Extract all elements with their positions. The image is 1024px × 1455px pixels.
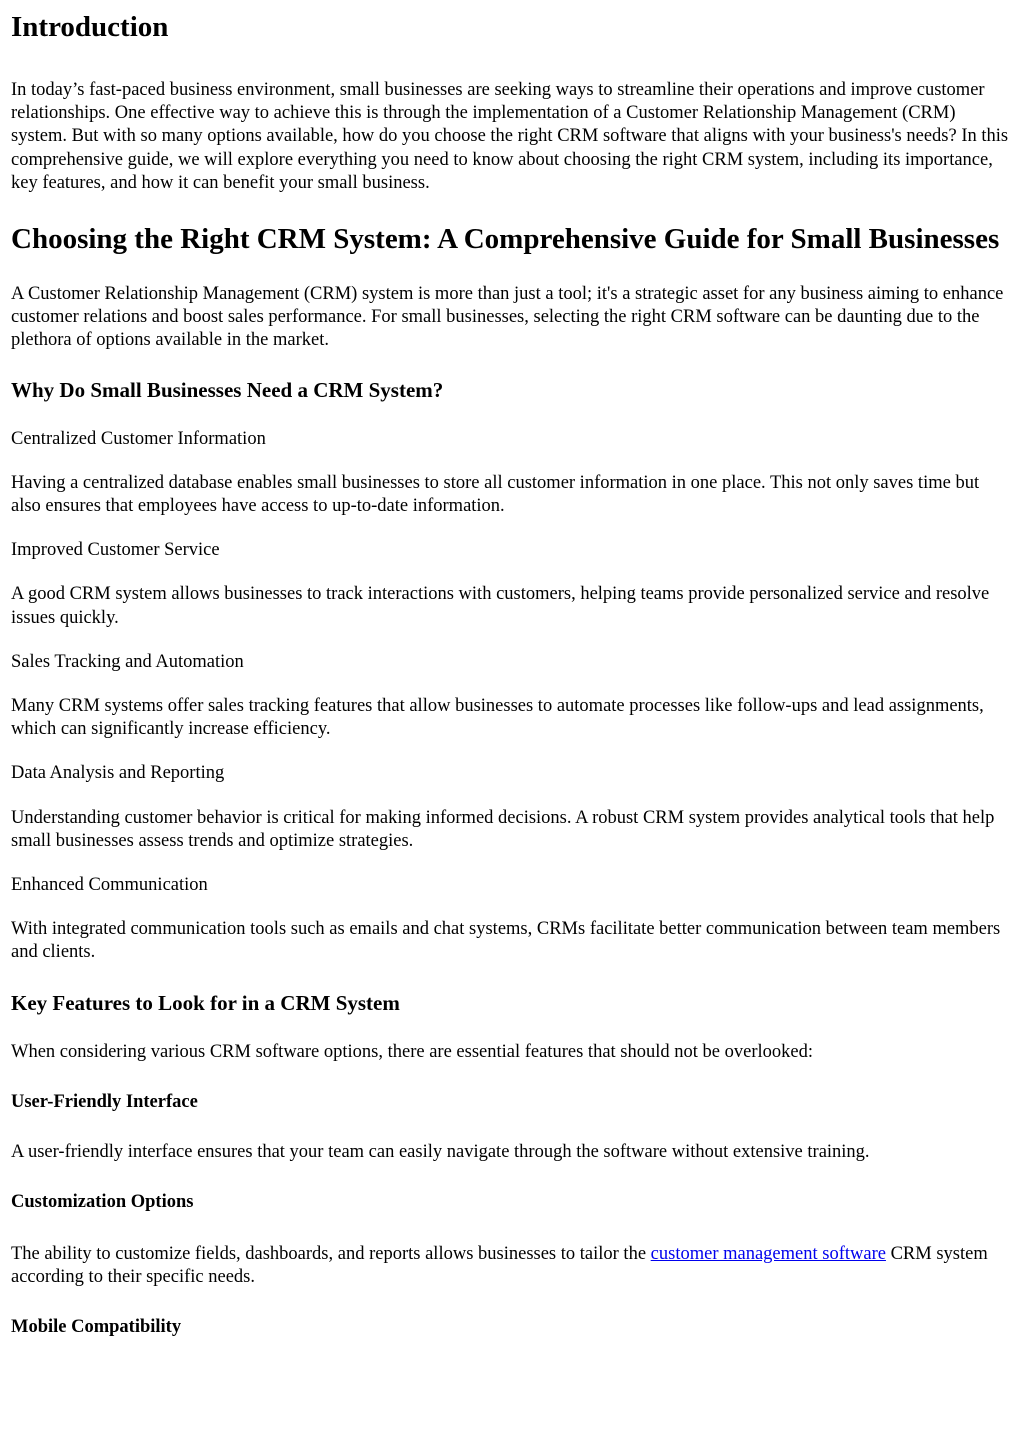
why-item-body: With integrated communication tools such as emails and chat systems, CRMs facilitate better communication between team members and clients.	[11, 919, 1001, 963]
why-item-title: Improved Customer Service	[11, 540, 220, 561]
feature-customization-title: Customization Options	[11, 1192, 194, 1213]
article	[0, 9, 1024, 1339]
customization-text-after: CRM system according to their specific needs.	[11, 1244, 988, 1288]
why-item-title: Sales Tracking and Automation	[11, 651, 244, 672]
why-item-title: Data Analysis and Reporting	[11, 763, 225, 784]
features-intro: When considering various CRM software options, there are essential features that should not be overlooked:	[11, 1041, 813, 1062]
why-item-title: Enhanced Communication	[11, 875, 208, 896]
feature-user-friendly-title: User-Friendly Interface	[11, 1091, 198, 1112]
why-item-body: Having a centralized database enables small businesses to store all customer information in one place. This not only saves time but also ensures that employees have access to up-to-date information.	[11, 472, 980, 517]
why-item-body: A good CRM system allows businesses to track interactions with customers, helping teams provide personalized service and resolve issues quickly.	[11, 584, 990, 628]
intro-paragraph: In today’s fast-paced business environment, small businesses are seeking ways to streamline their operations and improve customer relationships. One effective way to achieve this is through the implementation of a Customer Relationship Management (CRM) system. But with so many options available, how do you choose the right CRM software that aligns with your business's needs? In this comprehensive guide, we will explore everything you need to know about choosing the right CRM system, including its importance, key features, and how it can benefit your small business.	[11, 80, 1009, 193]
intro-heading: Introduction	[11, 11, 169, 43]
customization-text-before: The ability to customize fields, dashboards, and reports allows businesses to tailor the	[11, 1244, 651, 1265]
why-item-body: Understanding customer behavior is critical for making informed decisions. A robust CRM system provides analytical tools that help small businesses assess trends and optimize strategies.	[11, 807, 995, 851]
customer-management-software-link[interactable]: customer management software	[650, 1244, 886, 1265]
why-item-body: Many CRM systems offer sales tracking features that allow businesses to automate processes like follow-ups and lead assignments, which can significantly increase efficiency.	[11, 696, 984, 740]
feature-customization-body	[11, 1243, 1013, 1289]
feature-mobile-title: Mobile Compatibility	[11, 1317, 182, 1338]
guide-paragraph: A Customer Relationship Management (CRM) system is more than just a tool; it's a strategic asset for any business aiming to enhance customer relations and boost sales performance. For small businesses, selecting the right CRM software can be daunting due to the plethora of options available in the market.	[11, 284, 1004, 351]
why-heading: Why Do Small Businesses Need a CRM System?	[11, 377, 444, 402]
feature-user-friendly-body: A user-friendly interface ensures that your team can easily navigate through the software without extensive training.	[11, 1141, 870, 1162]
features-heading: Key Features to Look for in a CRM System	[11, 990, 400, 1015]
why-item-title: Centralized Customer Information	[11, 428, 266, 449]
guide-heading: Choosing the Right CRM System: A Comprehensive Guide for Small Businesses	[11, 223, 1000, 256]
